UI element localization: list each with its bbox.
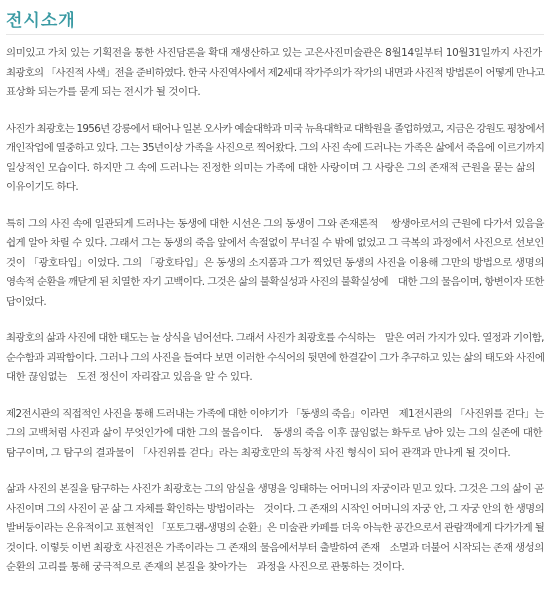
paragraph-line: 답이었다. bbox=[6, 295, 46, 308]
paragraph-line: 삶과 사진의 본질을 탐구하는 사진가 최광호는 그의 암실을 생명을 잉태하는 어머니의 자궁이라 믿고 있다. 그것은 그의 삶이 곧 bbox=[6, 483, 544, 495]
paragraph-line: 순수함과 괴팍함이다. 그러나 그의 사진을 들여다 보면 이러한 수식어의 뒷면에 한결같이 그가 추구하고 있는 삶의 태도와 사진에 bbox=[6, 351, 545, 364]
paragraph-line: 개인작업에 열중하고 있다. 그는 35년이상 가족을 사진으로 찍어왔다. 그의 사진 속에 드러나는 가족은 삶에서 죽음에 이르기까지 bbox=[6, 142, 545, 154]
paragraph-line: 탐구이며, 그 탐구의 결과물이 「사진위를 걷다」라는 최광호만의 독창적 사진 형식이 되어 관객과 만나게 될 것이다. bbox=[6, 446, 511, 459]
description-paragraph bbox=[6, 215, 546, 313]
paragraph-line: 의미있고 가치 있는 기획전을 통한 사진담론을 확대 재생산하고 있는 고은사진미술관은 8월14일부터 10월31일까지 사진가 bbox=[6, 47, 542, 59]
paragraph-line: 최광호의 삶과 사진에 대한 태도는 늘 상식을 넘어선다. 그래서 사진가 최광호를 수식하는 말은 여러 가지가 있다. 열정과 기이함, bbox=[6, 332, 544, 344]
paragraph-line: 최광호의 「사진적 사색」전을 준비하였다. 한국 사진역사에서 제2세대 작가주의가 작가의 내면과 사진적 방법론이 어떻게 만나고 bbox=[6, 66, 545, 79]
page-title: 전시소개 bbox=[6, 11, 76, 31]
paragraph-line: 쉽게 알아 차릴 수 있다. 그래서 그는 동생의 죽음 앞에서 속절없이 무너질 수 밖에 없었고 그 극복의 과정에서 사진으로 선보인 bbox=[6, 237, 544, 249]
paragraph-line: 일상적인 모습이다. 하지만 그 속에 드러나는 진정한 의미는 가족에 대한 사랑이며 그 사랑은 그의 존재적 근원을 묻는 삶의 bbox=[6, 161, 536, 174]
paragraph-line: 순환의 고리를 통해 궁극적으로 존재의 본질을 찾아가는 과정을 사진으로 관통하는 것이다. bbox=[6, 561, 405, 573]
exhibition-description bbox=[6, 44, 546, 595]
paragraph-line: 특히 그의 사진 속에 일관되게 드러나는 동생에 대한 시선은 그의 동생이 그와 존재론적 쌍생아로서의 근원에 다가서 있음을 bbox=[6, 217, 544, 230]
description-paragraph bbox=[6, 120, 546, 198]
paragraph-line: 그의 고백처럼 사진과 삶이 무엇인가에 대한 그의 물음이다. 동생의 죽음 이후 끊임없는 화두로 남아 있는 그의 실존에 대한 bbox=[6, 427, 543, 439]
paragraph-line: 것이 「광호타입」이었다. 그의 「광호타입」은 동생의 소지품과 그가 찍었던 동생의 사진을 이용해 그만의 방법으로 생명의 bbox=[6, 256, 545, 269]
paragraph-line: 표상화 되는가를 묻게 되는 전시가 될 것이다. bbox=[6, 86, 201, 98]
paragraph-line: 것이다. 이렇듯 이번 최광호 사진전은 가족이라는 그 존재의 물음에서부터 출발하여 존재 소멸과 더불어 시작되는 존재 생성의 bbox=[6, 541, 544, 554]
paragraph-line: 사진가 최광호는 1956년 강릉에서 태어나 일본 오사카 예술대학과 미국 뉴욕대학교 대학원을 졸업하였고, 지금은 강원도 평창에서 bbox=[6, 122, 545, 135]
paragraph-line: 발버둥이라는 은유적이고 표현적인 「포토그램-생명의 순환」은 미술관 카페를 더욱 아늑한 공간으로서 관람객에게 다가가게 될 bbox=[6, 522, 545, 534]
paragraph-line: 대한 끊임없는 도전 정신이 자리잡고 있음을 알 수 있다. bbox=[6, 371, 253, 383]
title-divider bbox=[6, 34, 544, 35]
description-paragraph bbox=[6, 405, 546, 464]
description-paragraph bbox=[6, 44, 546, 103]
description-paragraph bbox=[6, 329, 546, 388]
description-paragraph bbox=[6, 480, 546, 578]
paragraph-line: 제2전시관의 직접적인 사진을 통해 드러내는 가족에 대한 이야기가 「동생의 죽음」이라면 제1전시관의 「사진위를 걷다」는 bbox=[6, 407, 544, 420]
paragraph-line: 이유이기도 하다. bbox=[6, 181, 79, 193]
paragraph-line: 영속적 순환을 깨닫게 된 치열한 자기 고백이다. 그것은 삶의 불확실성과 사진의 불확실성에 대한 그의 물음이며, 항변이자 또한 bbox=[6, 276, 544, 288]
paragraph-line: 사진이며 그의 사진이 곧 삶 그 자체를 확인하는 방법이라는 것이다. 그 존재의 시작인 어머니의 자궁 안, 그 자궁 안의 한 생명의 bbox=[6, 502, 545, 515]
